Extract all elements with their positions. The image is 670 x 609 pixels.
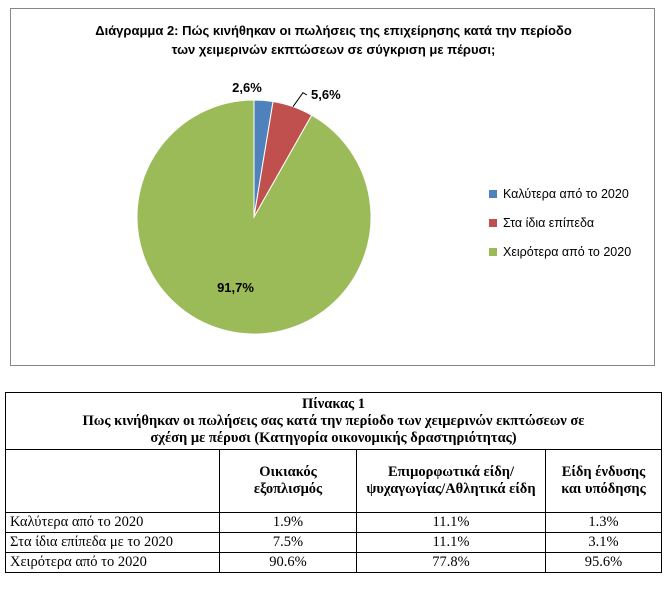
- table-cell: 1.9%: [220, 513, 357, 533]
- legend-item-better: [489, 179, 631, 208]
- data-label-same: 5,6%: [311, 87, 341, 102]
- table-row: [6, 533, 662, 553]
- table-cell: 95.6%: [546, 553, 662, 573]
- legend-item-worse: [489, 237, 631, 266]
- row-label: Στα ίδια επίπεδα με το 2020: [6, 533, 220, 553]
- table-caption-line-3: σχέση με πέρυσι (Κατηγορία οικονομικής δραστηριότητας): [150, 430, 517, 446]
- pie-slice-worse: [137, 100, 371, 334]
- table-cell: 11.1%: [357, 533, 546, 553]
- chart-panel: [10, 8, 655, 366]
- legend-item-same: [489, 208, 631, 237]
- legend-swatch-same: [489, 219, 497, 227]
- header-empty-cell: [6, 450, 220, 513]
- table-cell: 3.1%: [546, 533, 662, 553]
- header-education-leisure-sports: Επιμορφωτικά είδη/ ψυχαγωγίας/Αθλητικά είδη: [357, 450, 546, 513]
- legend-swatch-better: [489, 190, 497, 198]
- row-label: Καλύτερα από το 2020: [6, 513, 220, 533]
- header-household-equipment: Οικιακός εξοπλισμός: [220, 450, 357, 513]
- sales-table: [5, 392, 662, 573]
- table-cell: 90.6%: [220, 553, 357, 573]
- table-cell: 11.1%: [357, 513, 546, 533]
- table-caption-row: [6, 393, 662, 450]
- table-header-row: [6, 450, 662, 513]
- legend-label-better: Καλύτερα από το 2020: [503, 186, 629, 201]
- header-clothing-footwear: Είδη ένδυσης και υπόδησης: [546, 450, 662, 513]
- table-cell: 77.8%: [357, 553, 546, 573]
- chart-title-line-2: των χειμερινών εκπτώσεων σε σύγκριση με πέρυσι;: [171, 42, 496, 57]
- data-label-worse: 91,7%: [217, 280, 254, 296]
- legend-label-same: Στα ίδια επίπεδα: [503, 215, 595, 230]
- table-cell: 1.3%: [546, 513, 662, 533]
- row-label: Χειρότερα από το 2020: [6, 553, 220, 573]
- table-caption: [6, 393, 662, 450]
- chart-title-line-1: Διάγραμμα 2: Πώς κινήθηκαν οι πωλήσεις της επιχείρησης κατά την περίοδο: [95, 23, 572, 38]
- leader-line-same: [293, 93, 307, 107]
- legend-swatch-worse: [489, 248, 497, 256]
- legend-label-worse: Χειρότερα από το 2020: [503, 244, 632, 259]
- table-caption-line-2: Πως κινήθηκαν οι πωλήσεις σας κατά την περίοδο των χειμερινών εκπτώσεων σε: [82, 413, 585, 429]
- table-row: [6, 553, 662, 573]
- table-cell: 7.5%: [220, 533, 357, 553]
- chart-legend: [489, 179, 631, 266]
- data-label-better: 2,6%: [232, 80, 262, 95]
- table-caption-line-1: Πίνακας 1: [301, 396, 366, 412]
- table-row: [6, 513, 662, 533]
